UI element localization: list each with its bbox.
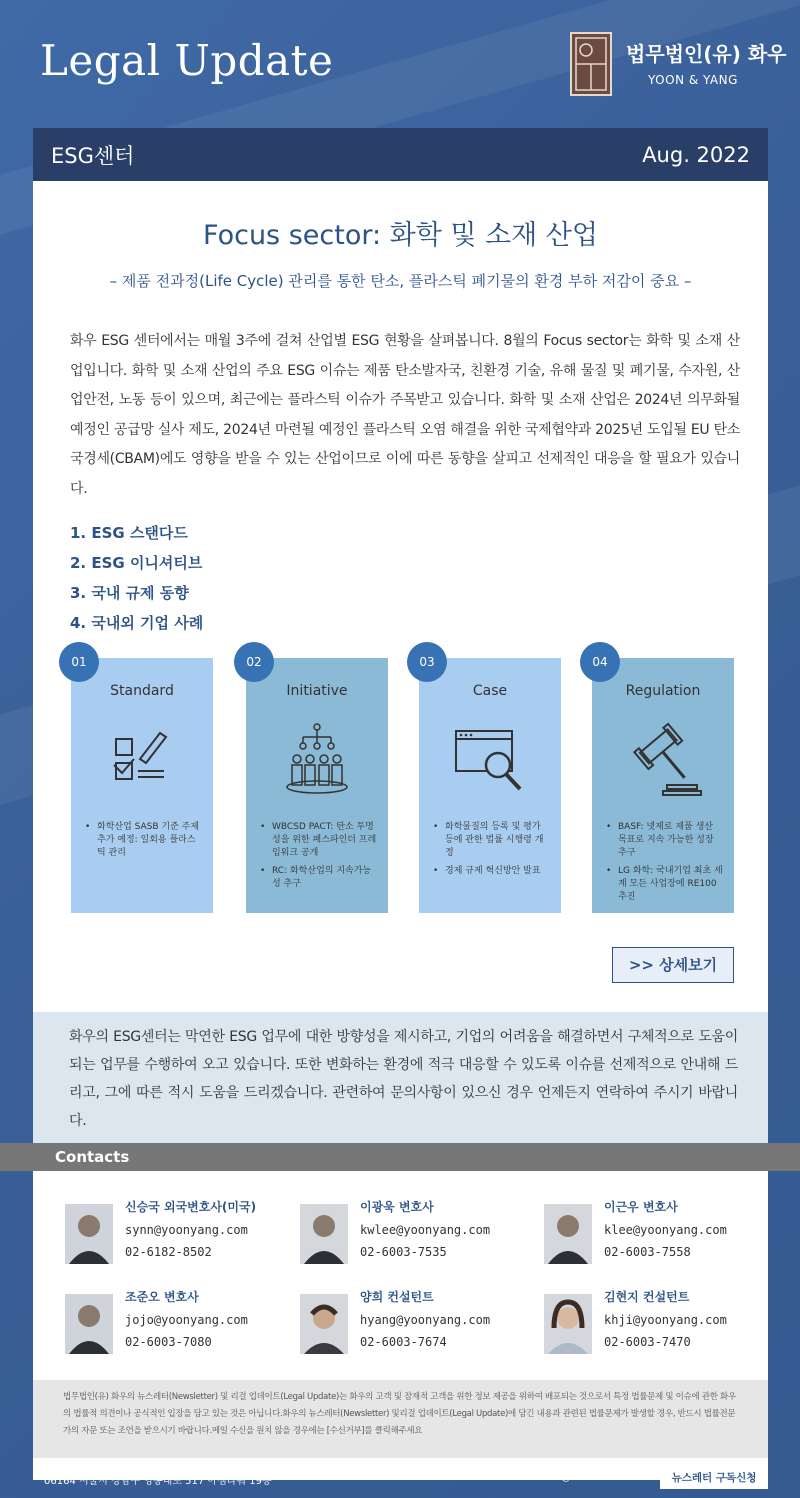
center-label: ESG센터: [51, 143, 135, 168]
box-bullets: [258, 821, 378, 891]
bullet-item: • 화학물질의 등록 및 평가 등에 관한 법률 시행령 개정: [431, 821, 551, 860]
box-number: 02: [234, 642, 274, 682]
contact-email[interactable]: khji@yoonyang.com: [604, 1313, 727, 1327]
focus-subtitle: – 제품 전과정(Life Cycle) 관리를 통한 탄소, 플라스틱 폐기물의 환경 부하 저감이 중요 –: [109, 272, 692, 290]
bullet-item: • WBCSD PACT: 탄소 투명성을 위한 패스파인더 프레임워크 공개: [258, 821, 378, 860]
focus-title: Focus sector: 화학 및 소재 산업: [203, 220, 598, 251]
box-bullets: [431, 821, 551, 878]
closing-paragraph: 화우의 ESG센터는 막연한 ESG 업무에 대한 방향성을 제시하고, 기업의 어려움을 해결하면서 구체적으로 도움이 되는 업무를 수행하여 오고 있습니다. 또한 변화하는 환경에 적극 대응할 수 있도록 이슈를 선제적으로 안내해 드리고, 그에 따른 적시 도움을 드리겠습니다. 관련하여 문의사항이 있으신 경우 언제든지 연락하여 주시기 바랍니다.: [33, 1012, 768, 1144]
disclaimer-text: 법무법인(유) 화우의 뉴스레터(Newsletter) 및 리걸 업데이트(Legal Update)는 화우의 고객 및 잠재적 고객을 위한 정보 제공을 위하여 배포되는 것으로서 특정 법률문제 및 이슈에 관한 화우의 법률적 의견이나 공식적인 입장을 담고 있는 것은 아닙니다.화우의 뉴스레터(Newsletter) 및리걸 업데이트(Legal Update)에 담긴 내용과 관련된 법률문제가 발생할 경우, 반드시 법률전문가의 자문 또는 조언을 받으시기 바랍니다.메일 수신을 원치 않을 경우에는 [수신거부]를 클릭해주세요: [33, 1380, 768, 1458]
group-network-icon: [277, 719, 357, 799]
footer-email[interactable]: E : hwawoonews@hwawoo.com: [478, 1472, 637, 1483]
contact-card: [544, 1198, 774, 1268]
avatar: [65, 1204, 113, 1264]
intro-paragraph: 화우 ESG 센터에서는 매월 3주에 걸쳐 산업별 ESG 현황을 살펴봅니다. 8월의 Focus sector는 화학 및 소재 산업입니다. 화학 및 소재 산업의 주요 ESG 이슈는 제품 탄소발자국, 친환경 기술, 유해 물질 및 폐기물, 수자원, 산업안전, 노동 등이 있으며, 최근에는 플라스틱 이슈가 주목받고 있습니다. 화학 및 소재 산업은 2024년 의무화될 예정인 공급망 실사 제도, 2024년 마련될 예정인 플라스틱 오염 해결을 위한 국제협약과 2025년 도입될 EU 탄소국경세(CBAM)에도 영향을 받을 수 있는 산업이므로 이에 따른 동향을 살피고 선제적인 대응을 할 필요가 있습니다.: [70, 333, 740, 497]
contact-email[interactable]: kwlee@yoonyang.com: [360, 1223, 491, 1237]
bullet-item: • RC: 화학산업의 지속가능성 추구: [258, 865, 378, 891]
newsletter-title: Legal Update: [40, 36, 334, 85]
firm-logo-icon: [570, 32, 612, 96]
avatar: [300, 1204, 348, 1264]
contact-card: [65, 1198, 295, 1268]
topic-box-regulation: [592, 655, 734, 913]
contact-phone: 02-6003-7674: [360, 1335, 447, 1349]
contact-phone: 02-6003-7470: [604, 1335, 691, 1349]
box-bullets: [604, 821, 724, 904]
subscribe-button[interactable]: 뉴스레터 구독신청: [660, 1467, 768, 1489]
firm-name-ko: 법무법인(유) 화우: [626, 42, 787, 66]
contact-email[interactable]: synn@yoonyang.com: [125, 1223, 248, 1237]
contact-name: 이광욱 변호사: [360, 1200, 434, 1214]
box-bullets: [83, 821, 203, 860]
toc-item[interactable]: 4. 국내외 기업 사례: [70, 614, 204, 632]
contact-email[interactable]: klee@yoonyang.com: [604, 1223, 727, 1237]
contact-card: [544, 1288, 774, 1358]
contact-card: [300, 1288, 530, 1358]
section-bar: [33, 128, 768, 181]
view-details-button[interactable]: >> 상세보기: [612, 947, 734, 983]
box-label: Standard: [110, 683, 174, 699]
contacts-header: Contacts: [0, 1143, 800, 1171]
toc-item[interactable]: 2. ESG 이니셔티브: [70, 554, 203, 572]
box-number: 01: [59, 642, 99, 682]
toc-item[interactable]: 1. ESG 스탠다드: [70, 524, 188, 542]
topic-box-case: [419, 655, 561, 913]
footer-address: 06164 서울시 강남구 영동대로 517 아셈타워 19층: [44, 1476, 272, 1487]
contact-phone: 02-6003-7535: [360, 1245, 447, 1259]
contact-name: 양희 컨설턴트: [360, 1290, 434, 1304]
contact-phone: 02-6003-7080: [125, 1335, 212, 1349]
box-label: Case: [472, 683, 508, 699]
contact-phone: 02-6182-8502: [125, 1245, 212, 1259]
bullet-item: • LG 화학: 국내기업 최초 세계 모든 사업장에 RE100 추진: [604, 865, 724, 904]
firm-logo-text: [626, 38, 786, 87]
avatar: [544, 1204, 592, 1264]
topic-box-initiative: [246, 655, 388, 913]
toc-item[interactable]: 3. 국내 규제 동향: [70, 584, 189, 602]
footer-phone: T: 02-6003-7000: [373, 1472, 456, 1483]
gavel-icon: [623, 719, 703, 799]
contact-card: [65, 1288, 295, 1358]
checklist-pen-icon: [102, 719, 182, 799]
browser-search-icon: [450, 719, 530, 799]
contact-name: 이근우 변호사: [604, 1200, 678, 1214]
issue-date: Aug. 2022: [642, 142, 750, 167]
topic-boxes: [71, 655, 771, 918]
bullet-item: • 화학산업 SASB 기준 주제 추가 예정: 일회용 플라스틱 관리: [83, 821, 203, 860]
contact-phone: 02-6003-7558: [604, 1245, 691, 1259]
contacts-section: [33, 1171, 768, 1380]
box-label: Regulation: [625, 683, 701, 699]
contact-email[interactable]: jojo@yoonyang.com: [125, 1313, 248, 1327]
footer: [0, 1463, 800, 1493]
firm-name-en: YOON & YANG: [648, 73, 738, 87]
bullet-item: • BASF: 넷제로 제품 생산 목표로 지속 가능한 성장 추구: [604, 821, 724, 860]
avatar: [544, 1294, 592, 1354]
topic-box-standard: [71, 655, 213, 913]
box-number: 03: [407, 642, 447, 682]
table-of-contents: [70, 518, 768, 638]
avatar: [300, 1294, 348, 1354]
contact-name: 김현지 컨설턴트: [604, 1290, 690, 1304]
contact-card: [300, 1198, 530, 1268]
contact-name: 조준오 변호사: [125, 1290, 199, 1304]
avatar: [65, 1294, 113, 1354]
contact-name: 신승국 외국변호사(미국): [125, 1200, 257, 1214]
box-number: 04: [580, 642, 620, 682]
box-label: Initiative: [286, 683, 348, 699]
bullet-item: • 경제 규제 혁신방안 발표: [431, 865, 551, 878]
contact-email[interactable]: hyang@yoonyang.com: [360, 1313, 491, 1327]
